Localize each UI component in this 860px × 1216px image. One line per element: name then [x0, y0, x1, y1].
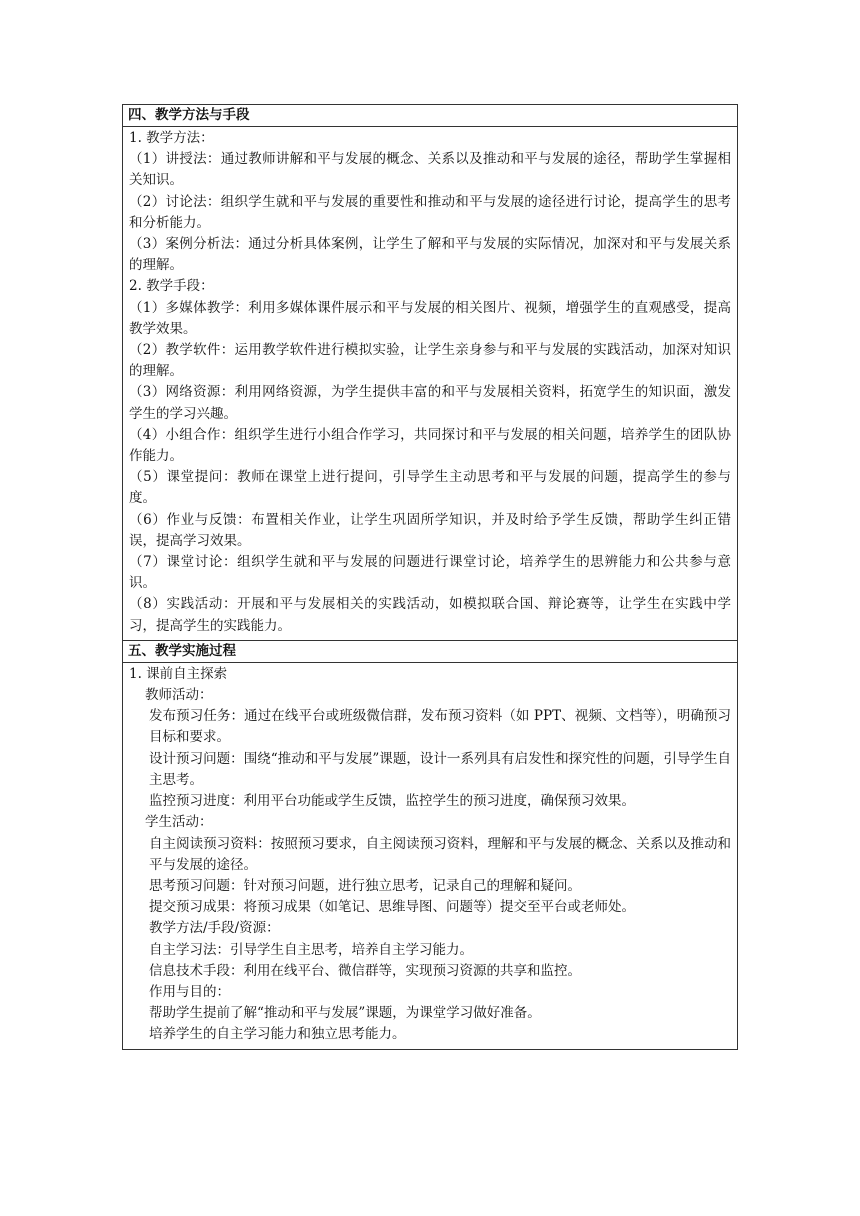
paragraph: 教师活动：	[145, 687, 213, 704]
section-5-header: 五、教学实施过程	[123, 640, 737, 662]
paragraph: 学生活动：	[145, 814, 213, 831]
paragraph: 设计预习问题：围绕“推动和平与发展”课题，设计一系列具有启发性和探究性的问题，引导学生自主思考。	[149, 750, 731, 788]
paragraph: 自主学习法：引导学生自主思考，培养自主学习能力。	[149, 941, 473, 958]
section-5-body	[123, 662, 737, 1049]
lesson-plan-table	[122, 104, 738, 1050]
paragraph: 培养学生的自主学习能力和独立思考能力。	[149, 1026, 406, 1043]
paragraph: 作用与目的：	[149, 983, 230, 1000]
paragraph: 提交预习成果：将预习成果（如笔记、思维导图、问题等）提交至平台或老师处。	[149, 899, 635, 916]
paragraph: （4）小组合作：组织学生进行小组合作学习，共同探讨和平与发展的相关问题，培养学生的团队协作能力。	[129, 426, 731, 465]
paragraph: 帮助学生提前了解“推动和平与发展”课题，为课堂学习做好准备。	[149, 1005, 541, 1022]
section-4-header: 四、教学方法与手段	[128, 107, 250, 123]
paragraph: （3）案例分析法：通过分析具体案例，让学生了解和平与发展的实际情况，加深对和平与发展关系的理解。	[129, 236, 731, 274]
paragraph: 信息技术手段：利用在线平台、微信群等，实现预习资源的共享和监控。	[149, 962, 581, 979]
paragraph: （2）教学软件：运用教学软件进行模拟实验，让学生亲身参与和平与发展的实践活动，加深对知识的理解。	[129, 342, 731, 380]
paragraph: 2. 教学手段：	[129, 278, 214, 295]
paragraph: 1. 课前自主探索	[129, 665, 228, 682]
paragraph: （5）课堂提问：教师在课堂上进行提问，引导学生主动思考和平与发展的问题，提高学生的参与度。	[129, 469, 731, 507]
paragraph: 1. 教学方法：	[129, 130, 214, 146]
paragraph: 监控预习进度：利用平台功能或学生反馈，监控学生的预习进度，确保预习效果。	[149, 793, 635, 810]
paragraph: （6）作业与反馈：布置相关作业，让学生巩固所学知识，并及时给予学生反馈，帮助学生纠正错误，提高学习效果。	[129, 511, 731, 549]
paragraph: 思考预习问题：针对预习问题，进行独立思考，记录自己的理解和疑问。	[149, 877, 581, 894]
paragraph: （8）实践活动：开展和平与发展相关的实践活动，如模拟联合国、辩论赛等，让学生在实践中学习，提高学生的实践能力。	[129, 596, 731, 634]
paragraph: 教学方法/手段/资源：	[149, 920, 280, 937]
paragraph: （7）课堂讨论：组织学生就和平与发展的问题进行课堂讨论，培养学生的思辨能力和公共参与意识。	[129, 554, 731, 592]
section-4-body	[123, 126, 737, 640]
paragraph: 发布预习任务：通过在线平台或班级微信群，发布预习资料（如 PPT、视频、文档等），明确预习目标和要求。	[149, 708, 731, 746]
paragraph: 自主阅读预习资料：按照预习要求，自主阅读预习资料，理解和平与发展的概念、关系以及推动和平与发展的途径。	[149, 835, 731, 873]
paragraph: （1）讲授法：通过教师讲解和平与发展的概念、关系以及推动和平与发展的途径，帮助学生掌握相关知识。	[129, 151, 731, 189]
paragraph: （3）网络资源：利用网络资源，为学生提供丰富的和平与发展相关资料，拓宽学生的知识面，激发学生的学习兴趣。	[129, 384, 731, 422]
paragraph: （2）讨论法：组织学生就和平与发展的重要性和推动和平与发展的途径进行讨论，提高学生的思考和分析能力。	[129, 193, 731, 231]
paragraph: （1）多媒体教学：利用多媒体课件展示和平与发展的相关图片、视频，增强学生的直观感受，提高教学效果。	[129, 299, 731, 337]
